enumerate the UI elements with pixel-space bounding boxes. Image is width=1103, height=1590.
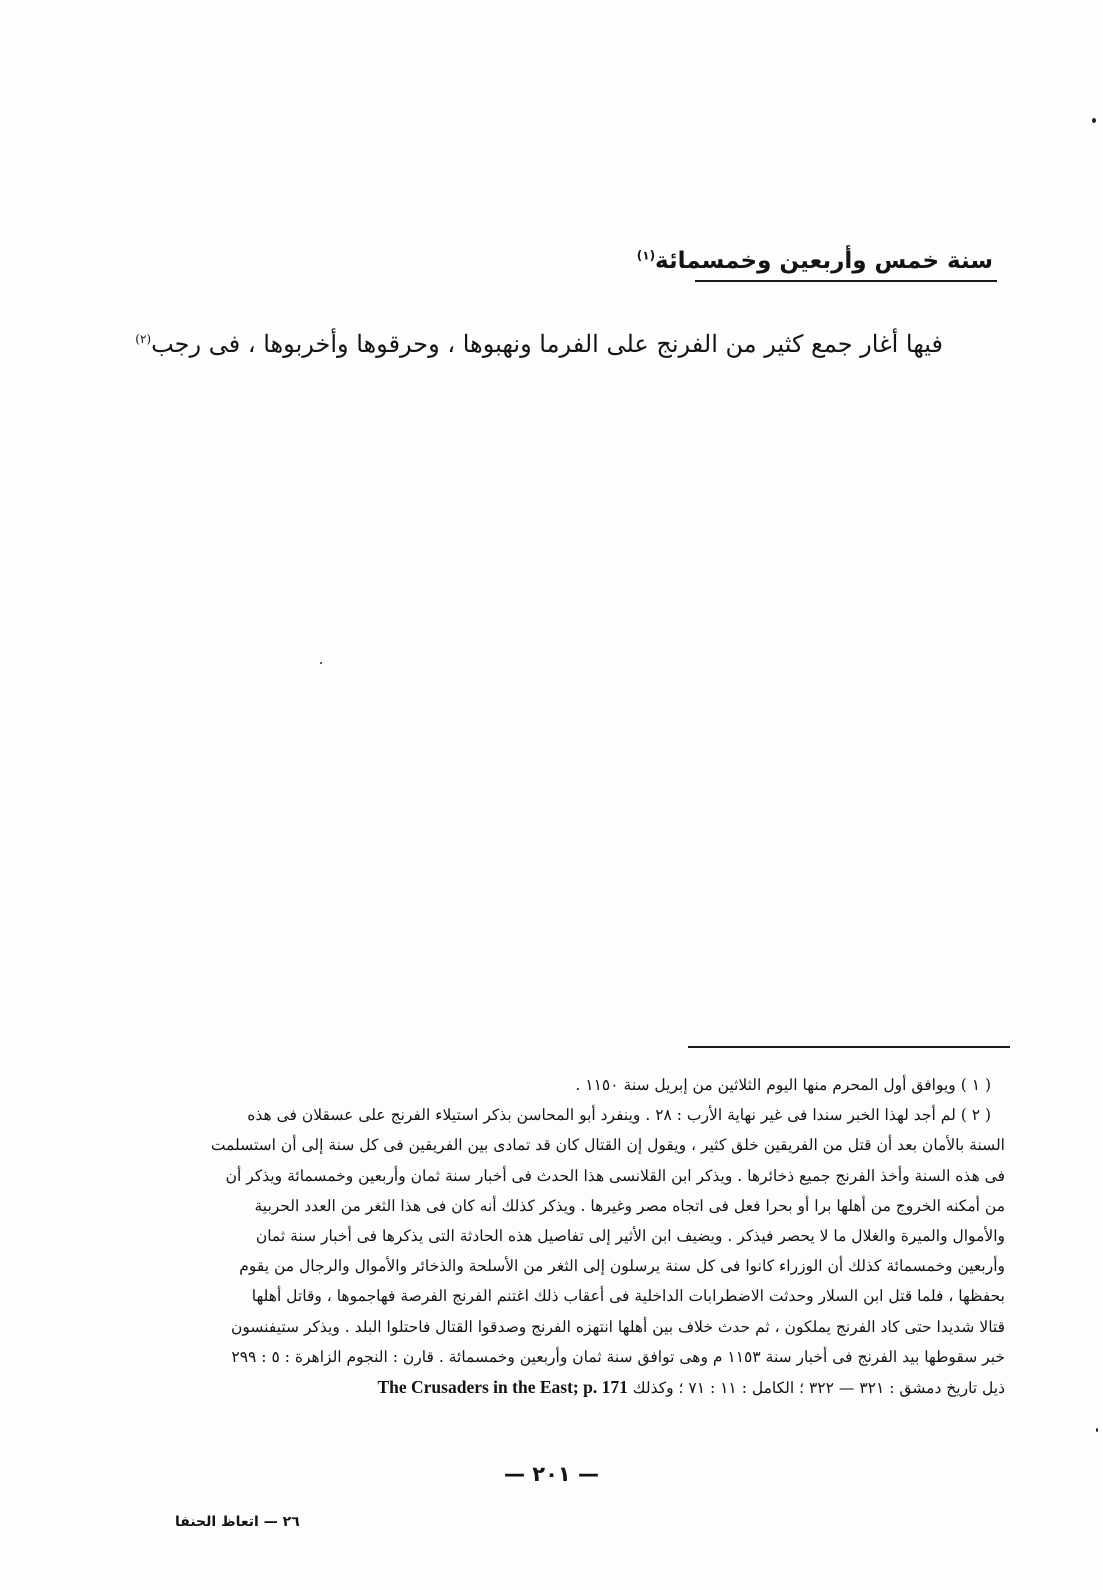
page-number: — ٢٠١ — — [503, 1462, 600, 1486]
footnote-2-line: فى هذه السنة وأخذ الفرنج جميع ذخائرها . ويذكر ابن القلانسى هذا الحدث فى أخبار سنة ثمان وأربعين وخمسمائة ويذكر أن — [225, 1166, 1005, 1185]
footnote-separator — [688, 1046, 1010, 1048]
footnote-2-line: وأربعين وخمسمائة كذلك أن الوزراء كانوا فى كل سنة يرسلون إلى الثغر من الأسلحة والذخائر والأموال والرجال من يقوم — [239, 1257, 1005, 1276]
latin-reference: The Crusaders in the East; p. 171 — [377, 1377, 628, 1398]
footnote-1-text: ( ١ ) ويوافق أول المحرم منها اليوم الثلاثين من إبريل سنة ١١٥٠ . — [575, 1076, 991, 1094]
signature-mark: ٢٦ — اتعاظ الحنفا — [175, 1514, 300, 1530]
body-text: فيها أغار جمع كثير من الفرنج على الفرما ونهبوها ، وحرقوها وأخربوها ، فى رجب — [151, 330, 943, 358]
scan-speck — [320, 662, 322, 664]
footnote-2-line: خبر سقوطها بيد الفرنج فى أخبار سنة ١١٥٣ م وهى توافق سنة ثمان وأربعين وخمسمائة . قارن : النجوم الزاهرة : ٥ : ٢٩٩ — [231, 1347, 1005, 1366]
footnote-2-line: بحفظها ، فلما قتل ابن السلار وحدثت الاضطرابات الداخلية فى أعقاب ذلك اغتنم الفرنج الفرصة فهاجموها ، وقاتل أهلها — [251, 1287, 1005, 1306]
footnote-2-line: السنة بالأمان بعد أن قتل من الفريقين خلق كثير ، ويقول إن القتال كان قد تمادى بين الفريقين فى كل سنة إلى أن استسلمت — [210, 1136, 1005, 1155]
footnote-2-line: ذيل تاريخ دمشق : ٣٢١ — ٣٢٢ ؛ الكامل : ١١ : ٧١ ؛ وكذلك — [632, 1379, 1005, 1398]
footnote-2-line: قتالا شديدا حتى كاد الفرنج يملكون ، ثم حدث خلاف بين أهلها انتهزه الفرنج وصدقوا القتال فاحتلوا البلد . ويذكر ستيفنسون — [230, 1317, 1005, 1336]
body-paragraph — [135, 325, 943, 363]
scan-speck — [1096, 1428, 1098, 1432]
footnote-2-line: من أمكنه الخروج من أهلها برا أو بحرا فعل فى اتجاه مصر وغيرها . ويذكر كذلك أنه كان فى هذا الثغر من العدد الحربية — [254, 1196, 1005, 1215]
heading-text: سنة خمس وأربعين وخمسمائة — [655, 248, 993, 274]
scan-speck — [1092, 118, 1096, 123]
heading-underline — [695, 280, 997, 282]
footnote-2-line: ( ٢ ) لم أجد لهذا الخبر سندا فى غير نهاية الأرب : ٢٨ . وينفرد أبو المحاسن بذكر استيلاء الفرنج على عسقلان فى هذه — [247, 1106, 991, 1125]
footnotes-block — [190, 1070, 1005, 1403]
footnote-2-last-line — [190, 1372, 1005, 1403]
footnote-1 — [190, 1070, 1005, 1100]
body-footnote-marker: (٢) — [135, 332, 152, 346]
footnote-2 — [190, 1100, 1005, 1403]
section-heading — [637, 244, 993, 278]
heading-footnote-marker: (١) — [636, 248, 656, 263]
footnote-2-line: والأموال والميرة والغلال ما لا يحصر فيذكر . ويضيف ابن الأثير إلى تفاصيل هذه الحادثة التى يذكرها فى أخبار سنة ثمان — [255, 1227, 1005, 1246]
